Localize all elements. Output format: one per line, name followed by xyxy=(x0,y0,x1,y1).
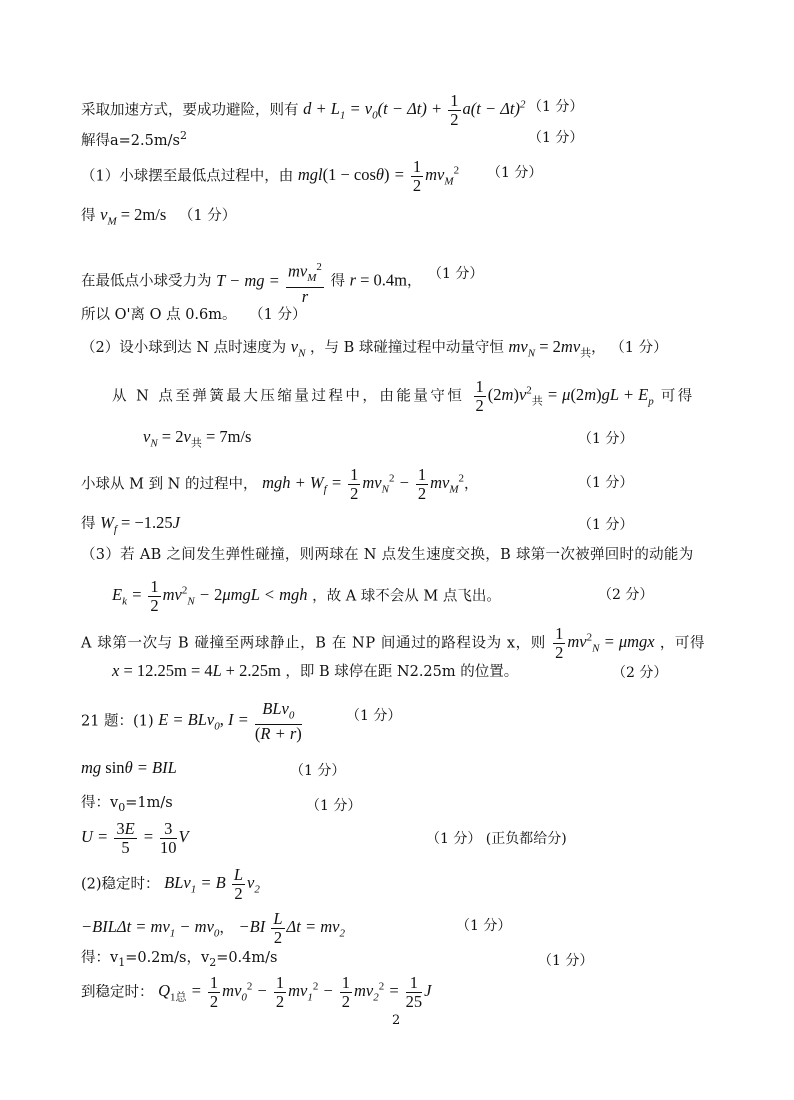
score: （1 分） xyxy=(528,130,584,146)
line-ek: $E_k$ = $\frac{1}{2}$ $mv^2_N - 2\mu mgL$ < mgh ，故 A 球不会从 M 点飞出。 xyxy=(112,577,501,615)
line-energy-conservation: 从 N 点至弹簧最大压缩量过程中，由能量守恒 $\frac{1}{2}$ $(2m)v^2_共 = \mu(2m)gL + E_p$ 可得 xyxy=(112,377,695,415)
line-oo-distance: 所以 O'离 O 点 0.6m。 （1 分） xyxy=(81,307,307,323)
line-part3: （3）若 AB 之间发生弹性碰撞，则两球在 N 点发生速度交换，B 球第一次被弹回时的动能为 xyxy=(81,547,694,563)
line-distance: A 球第一次与 B 碰撞至两球静止，B 在 NP 间通过的路程设为 x，则 $\frac{1}{2}$ $mv^2_N = \mu mgx$ ，可得 xyxy=(81,624,706,662)
line-part1-energy: （1）小球摆至最低点过程中，由 mgl(1 − cosθ) = $\frac{1}{2}$ $mv_M^2$ xyxy=(81,157,460,195)
score: （1 分） xyxy=(428,266,484,282)
line-x: x = 12.25m = 4L + 2.25m ，即 B 球停在距 N2.25m 的位置。 xyxy=(112,661,519,680)
line-v1-v2: 得：$v_1=0.2m/s$，$v_2=0.4m/s$ xyxy=(81,950,278,969)
line-steady: (2)稳定时： BLv$_1$ = B $\frac{L}{2}$ $v_2$ xyxy=(81,865,260,903)
line-lowest-force: 在最低点小球受力为 T − mg = $\frac{mv_M^2}{r}$ 得 r = 0.4m， xyxy=(81,258,422,306)
line-wf: 得 $W_f = -1.25J$ xyxy=(81,513,180,536)
line-q21: 21 题：(1) E = BLv$_0$, I = $\frac{BLv_0}{(R + r)}$ xyxy=(81,699,302,744)
line-impulse: $-BIL\Delta t = mv_1 - mv_0$， −BI $\frac{L}{2}$ $\Delta t = mv_2$ xyxy=(81,909,345,947)
score: （1 分） xyxy=(538,953,594,969)
score: （1 分） xyxy=(578,475,634,491)
score: （2 分） xyxy=(598,587,654,603)
line-part2-momentum: （2）设小球到达 N 点时速度为 $v_N$ ，与 B 球碰撞过程中动量守恒 $mv_N = 2mv_共$， （1 分） xyxy=(81,337,668,360)
line-voltage: U = $\frac{3E}{5}$ = $\frac{3}{10}$ V xyxy=(81,819,189,857)
score: （1 分） xyxy=(346,708,402,724)
score: （1 分） xyxy=(456,918,512,934)
formula-displacement: $d + L_1 = v_0(t - \Delta t)$ + $\frac{1}{2}$ $a(t - \Delta t)^2$ xyxy=(303,91,526,129)
score: （1 分） xyxy=(487,165,543,181)
score: （1 分） xyxy=(306,798,362,814)
score: （1 分） (正负都给分) xyxy=(426,831,567,847)
score: （1 分） xyxy=(578,431,634,447)
line-v0: 得：$v_0=1m/s$ xyxy=(81,795,173,814)
line-vn: $v_N = 2v_共 = 7m/s$ xyxy=(143,427,252,450)
line-solve-a: 解得$a=2.5m/s^2$ xyxy=(81,129,187,149)
score: （1 分） xyxy=(528,99,584,115)
score: （1 分） xyxy=(290,763,346,779)
formula-energy: mgl(1 − cosθ) = $\frac{1}{2}$ $mv_M^2$ xyxy=(297,157,460,195)
line-vm: 得 $v_M = 2m/s$ （1 分） xyxy=(81,205,237,228)
page-number: 2 xyxy=(392,1013,401,1028)
score: （1 分） xyxy=(578,517,634,533)
line-m-to-n: 小球从 M 到 N 的过程中， mgh + $W_f$ = $\frac{1}{2}$ $mv_N^2$ − $\frac{1}{2}$ $mv_M^2$， xyxy=(81,465,479,503)
line-total-heat: 到稳定时： $Q_{1总}$ = $\frac{1}{2}$ $mv_0^2$ − $\frac{1}{2}$ $mv_1^2$ − $\frac{1}{2}$ $mv_2^2$ = $\frac{1}{25}$ J xyxy=(81,973,432,1011)
line-force-balance: mg sinθ = BIL xyxy=(81,758,177,777)
line-avoid-danger: 采取加速方式，要成功避险，则有 $d + L_1 = v_0(t - \Delta t)$ + $\frac{1}{2}$ $a(t - \Delta t)^2$ xyxy=(81,91,526,129)
score: （2 分） xyxy=(612,665,668,681)
